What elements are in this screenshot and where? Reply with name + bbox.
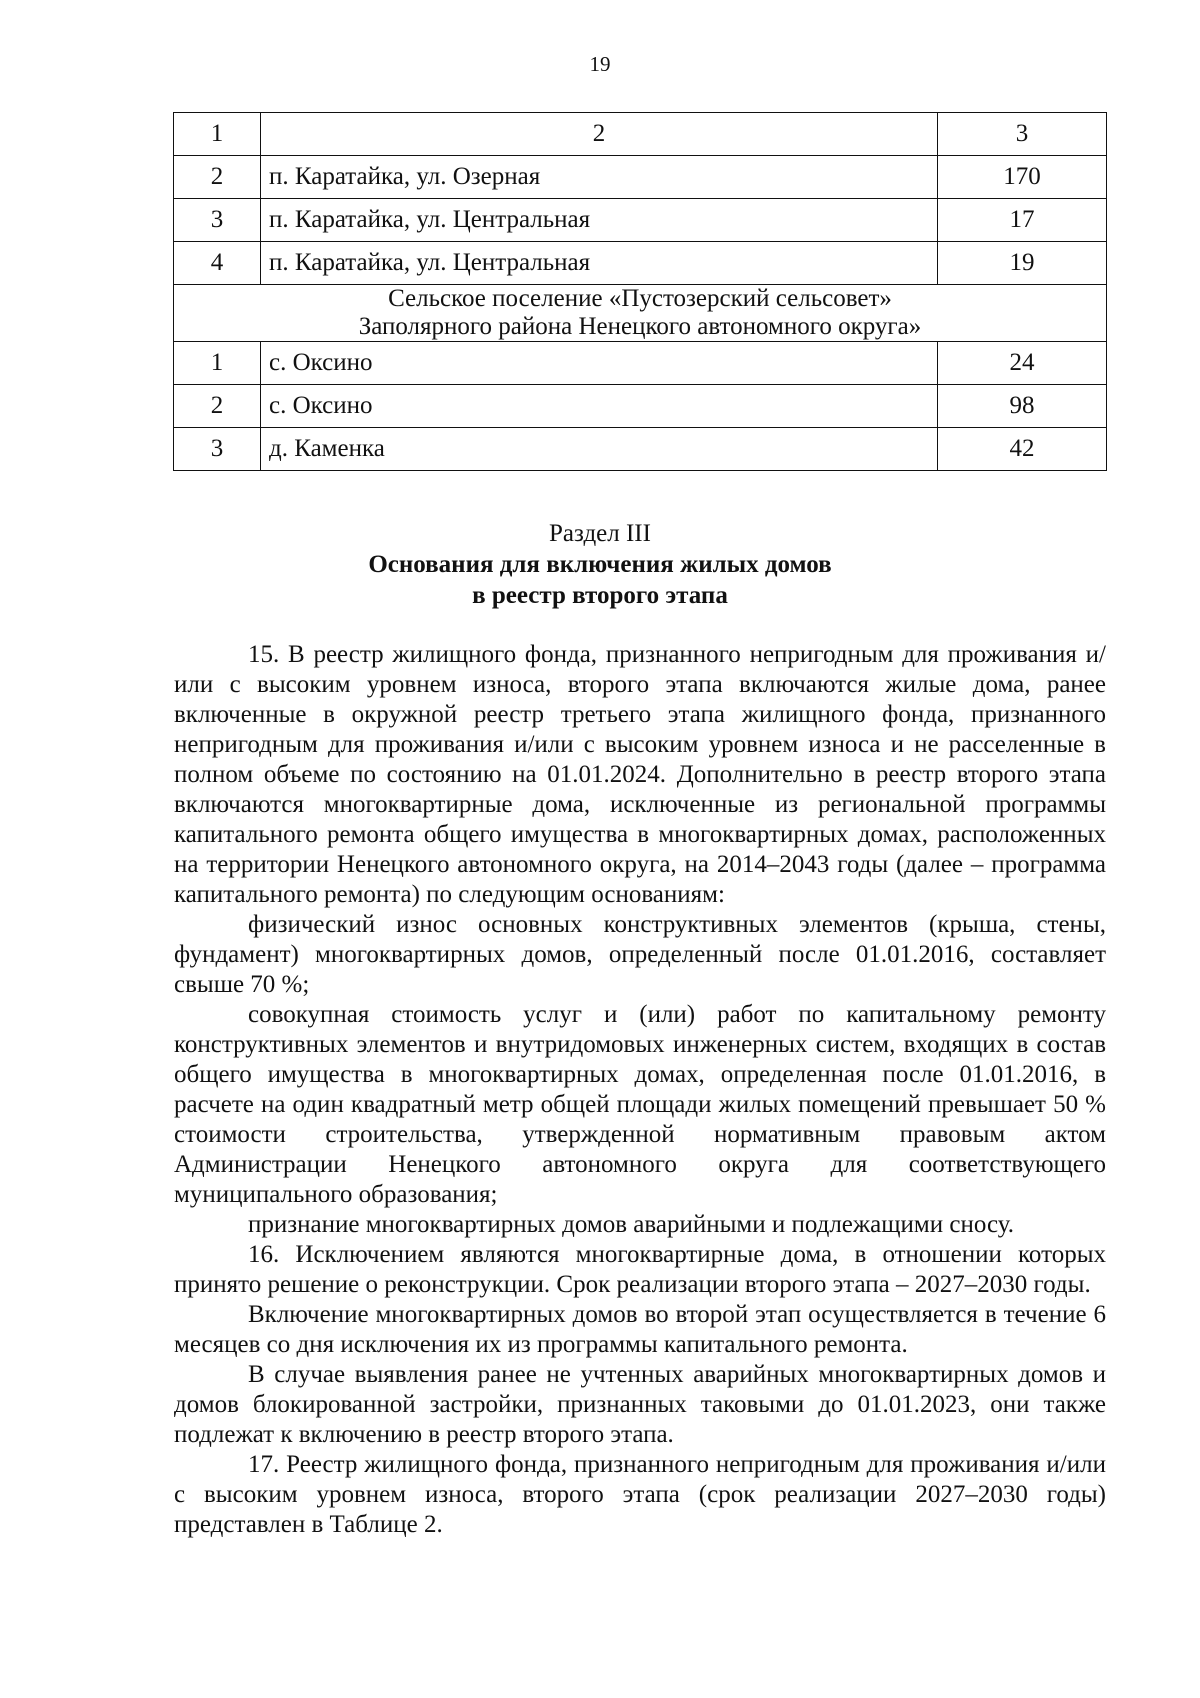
group-title-line-2: Заполярного района Ненецкого автономного округа»: [358, 313, 922, 340]
section-title-line-1: Основания для включения жилых домов: [368, 551, 832, 578]
row-value: 170: [938, 156, 1107, 199]
row-number: 2: [174, 156, 261, 199]
row-number: 3: [174, 428, 261, 471]
body-text: [174, 640, 1106, 1540]
paragraph-15: 15. В реестр жилищного фонда, признанного непригодным для проживания и/или с высоким уровнем износа, второго этапа включаются жилые дома, ранее включенные в окружной реестр третьего этапа жилищного фонда, признанного непригодным для проживания и/или с высоким уровнем износа и не расселенные в полном объеме по состоянию на 01.01.2024. Дополнительно в реестр второго этапа включаются многоквартирные дома, исключенные из региональной программы капитального ремонта общего имущества в многоквартирных домах, расположенных на территории Ненецкого автономного округа, на 2014–2043 годы (далее – программа капитального ремонта) по следующим основаниям:: [174, 641, 1106, 908]
paragraph-unaccounted-houses: В случае выявления ранее не учтенных аварийных многоквартирных домов и домов блокированной застройки, признанных таковыми до 01.01.2023, они также подлежат к включению в реестр второго этапа.: [174, 1361, 1106, 1448]
row-address: с. Оксино: [261, 385, 938, 428]
table-row: [174, 342, 1107, 385]
row-value: 98: [938, 385, 1107, 428]
section-title-line-2: в реестр второго этапа: [472, 582, 728, 609]
row-number: 4: [174, 242, 261, 285]
table-row: [174, 428, 1107, 471]
row-value: 42: [938, 428, 1107, 471]
group-title-line-1: Сельское поселение «Пустозерский сельсовет»: [388, 285, 892, 312]
group-title-cell: [174, 285, 1107, 342]
paragraph-criterion-wear: физический износ основных конструктивных элементов (крыша, стены, фундамент) многоквартирных домов, определенный после 01.01.2016, составляет свыше 70 %;: [174, 911, 1106, 998]
row-address: п. Каратайка, ул. Центральная: [261, 242, 938, 285]
row-value: 24: [938, 342, 1107, 385]
row-value: 19: [938, 242, 1107, 285]
row-value: 17: [938, 199, 1107, 242]
paragraph-criterion-emergency: признание многоквартирных домов аварийными и подлежащими сносу.: [248, 1211, 1014, 1238]
page-number: 19: [589, 52, 611, 76]
row-number: 2: [174, 385, 261, 428]
table-row: [174, 385, 1107, 428]
row-address: п. Каратайка, ул. Центральная: [261, 199, 938, 242]
table-row: [174, 199, 1107, 242]
paragraph-criterion-cost: совокупная стоимость услуг и (или) работ по капитальному ремонту конструктивных элементов и внутридомовых инженерных систем, входящих в состав общего имущества в многоквартирных домах, определенная после 01.01.2016, в расчете на один квадратный метр общей площади жилых помещений превышает 50 % стоимости строительства, утвержденной нормативным правовым актом Администрации Ненецкого автономного округа для соответствующего муниципального образования;: [174, 1001, 1106, 1208]
paragraph-inclusion-term: Включение многоквартирных домов во второй этап осуществляется в течение 6 месяцев со дня исключения их из программы капитального ремонта.: [174, 1301, 1106, 1358]
header-cell-2: 2: [261, 113, 938, 156]
row-address: д. Каменка: [261, 428, 938, 471]
paragraph-16: 16. Исключением являются многоквартирные дома, в отношении которых принято решение о реконструкции. Срок реализации второго этапа – 2027–2030 годы.: [174, 1241, 1106, 1298]
table-group-title-row: [174, 285, 1107, 342]
table-row: [174, 156, 1107, 199]
table-row: [174, 242, 1107, 285]
section-heading: [0, 518, 1200, 611]
table-header-row: [174, 113, 1107, 156]
housing-table: [173, 112, 1107, 471]
row-number: 3: [174, 199, 261, 242]
row-number: 1: [174, 342, 261, 385]
section-label: Раздел III: [549, 520, 651, 547]
row-address: п. Каратайка, ул. Озерная: [261, 156, 938, 199]
paragraph-17: 17. Реестр жилищного фонда, признанного непригодным для проживания и/или с высоким уровнем износа, второго этапа (срок реализации 2027–2030 годы) представлен в Таблице 2.: [174, 1451, 1106, 1538]
header-cell-1: 1: [174, 113, 261, 156]
row-address: с. Оксино: [261, 342, 938, 385]
header-cell-3: 3: [938, 113, 1107, 156]
